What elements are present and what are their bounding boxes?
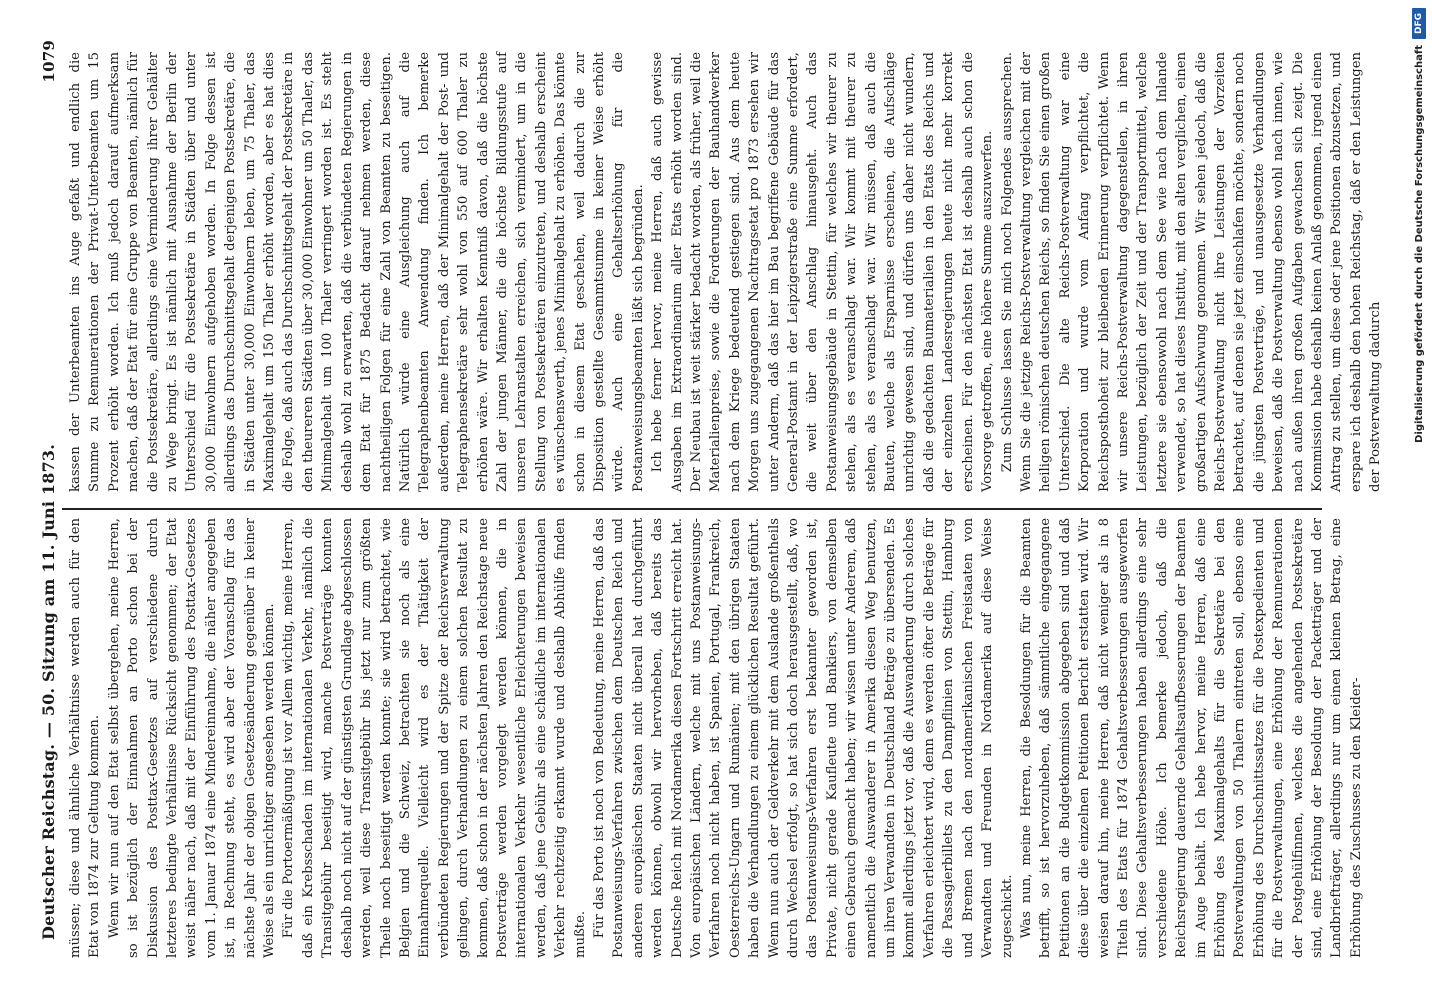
page-header	[32, 40, 58, 940]
paragraph: Wenn wir nun auf den Etat selbst übergehen, meine Herren, so ist bezüglich der Einnahmen an Porto schon bei der Diskussion des Posttax-Gesetzes auf verschiedene durch letzteres bedingte Verhältnisse Rücksicht genommen; der Etat weist näher nach, daß mit der Einführung des Posttax-Gesetzes vom 1. Januar 1874 eine Mindereinnahme, die näher angegeben ist, in Rechnung steht, es wird aber der Voranschlag für das nächste Jahr der obigen Gesetzesänderung gegenüber in keiner Weise als ein unrichtiger angesehen werden können.	[106, 518, 278, 958]
dfg-logo: DFG	[1412, 8, 1426, 39]
text-column-left	[66, 518, 1364, 958]
paragraph: Zum Schlusse lassen Sie mich noch Folgendes aussprechen. Wenn Sie die jetzige Reichs-Postverwaltung vergleichen mit der heiligen römischen deutschen Reichs, so finden Sie einen großen Unterschied. Die alte Reichs-Postverwaltung war eine Korporation und wurde vom Anfang verpflichtet, die Reichsposthoheit zur bleibenden Erinnerung verpflichtet. Wenn wir unsere Reichs-Postverwaltung dagegenstellen, in ihren Leistungen, bezüglich der Zeit und der Transportmittel, welche letztere sie ebensowohl nach dem See wie nach dem Inlande verwendet, so hat dieses Institut, mit den alten verglichen, einen großartigen Aufschwung genommen. Wir sehen jedoch, daß die Reichs-Postverwaltung nicht ihre Leistungen der Vorzeiten betrachtet, auf denen sie jetzt einschlafen möchte, sondern noch die jüngsten Postverträge, und unausgesetzte Verhandlungen beweisen, daß die Postverwaltung ebenso wohl nach innen, wie nach außen ihren großen Aufgaben gewachsen sich zeigt. Die Kommission habe deshalb keinen Anlaß genommen, irgend einen Antrag zu stellen, um diese oder jene Positionen abzusetzen, und erspare ich deshalb den hohen Reichstag, daß er den Leistungen der Postverwaltung dadurch	[999, 52, 1384, 492]
paragraph: Für die Portoermäßigung ist vor Allem wichtig, meine Herren, daß ein Krebsschaden im internationalen Verkehr, nämlich die Transitgebühr beseitigt wird, manche Postverträge konnten deshalb noch nicht auf der günstigsten Grundlage abgeschlossen werden, weil diese Transitgebühr bis jetzt nur zum größten Theile noch beseitigt werden konnte; sie wird betrachtet, wie Belgien und die Schweiz, betrachten sie noch als eine Einnahmequelle. Vielleicht wird es der Thätigkeit der verbündeten Regierungen und der Spitze der Reichsverwaltung gelingen, durch Verhandlungen zu einem solchen Resultat zu kommen, daß schon in der nächsten Jahren den Reichstage neue Postverträge werden vorgelegt werden können, die in internationalen Verkehr wesentliche Erleichterungen beweisen werden, daß jene Gebühr als eine schädliche im internationalen Verkehr rechtzeitig erkannt wurde und deshalb Abhülfe finden mußte.	[281, 518, 588, 958]
credit-text: Digitalisierung gefördert durch die Deutsche Forschungsgemeinschaft	[1413, 45, 1425, 443]
paragraph: müssen; diese und ähnliche Verhältnisse werden auch für den Etat von 1874 zur Geltung kommen.	[68, 518, 103, 958]
paragraph: kassen der Unterbeamten ins Auge gefaßt und endlich die Summe zu Remunerationen der Privat-Unterbeamten um 15 Prozent erhöht worden. Ich muß jedoch darauf aufmerksam machen, daß der Etat für eine Gruppe von Beamten, nämlich für die Postsekretäre, allerdings eine Verminderung ihrer Gehälter zu Wege bringt. Es ist nämlich mit Ausnahme der Berlin der Unterschied für die Postsekretäre in Städten über und unter 30,000 Einwohnern aufgehoben worden. In Folge dessen ist allerdings das Durchschnittsgehalt derjenigen Postsekretäre, die in Städten unter 30,000 Einwohnern leben, um 75 Thaler, das Maximalgehalt um 150 Thaler erhöht worden, aber es hat dies die Folge, daß auch das Durchschnittsgehalt der Postsekretäre in den theureren Städten über 30,000 Einwohner um 50 Thaler, das Minimalgehalt um 100 Thaler verringert worden ist. Es steht deshalb wohl zu erwarten, daß die verbündeten Regierungen in dem Etat für 1875 Bedacht darauf nehmen werden, diese nachtheiligen Folgen für eine Zahl von Beamten zu beseitigen. Natürlich würde eine Ausgleichung auch auf die Telegraphenbeamten Anwendung finden. Ich bemerke außerdem, meine Herren, daß der Minimalgehalt der Post- und Telegraphensekretäre sehr wohl von 550 auf 600 Thaler zu erhöhen wäre. Wir erhalten Kenntniß davon, daß die höchste Zahl der jungen Männer, die die höchste Bildungsstufe auf unseren Lehranstalten erreichen, sich vermindert, um in die Stellung von Postsekretären einzutreten, und deshalb erscheint es wünschenswerth, jenes Minimalgehalt zu erhöhen. Das könnte schon in diesem Etat geschehen, weil dadurch die zur Disposition gestellte Gesammtsumme in keiner Weise erhöht würde. Auch eine Gehaltserhöhung für die Postanweisungsbeamten läßt sich begründen.	[68, 52, 646, 492]
paragraph: Was nun, meine Herren, die Besoldungen für die Beamten betrifft, so ist hervorzuheben, daß sämmtliche eingegangene Petitionen an die Budgetkommission abgegeben sind und daß diese über die einzelnen Petitionen Bericht erstatten wird. Wir weisen darauf hin, meine Herren, daß nicht weniger als in 8 Titeln des Etats für 1874 Gehaltsverbesserungen ausgeworfen sind. Diese Gehaltsverbesserungen haben allerdings eine sehr verschiedene Höhe. Ich bemerke jedoch, daß die Reichsregierung dauernde Gehaltsaufbesserungen der Beamten im Auge behält. Ich hebe hervor, meine Herren, daß eine Erhöhung des Maximalgehalts für die Sekretäre bei den Postverwaltungen von 50 Thalern eintreten soll, ebenso eine Erhöhung des Durchschnittssatzes für die Postexpedienten und für die Postverwaltungen, eine Erhöhung der Remunerationen der Postgehülfinnen, welches die angehenden Postsekretäre sind, eine Erhöhung der Besoldung der Packetträger und der Landbriefträger, allerdings nur um einen kleinen Betrag, eine Erhöhung des Zuschusses zu den Kleider-	[1018, 518, 1364, 958]
page-number: 1079	[40, 40, 58, 83]
column-divider	[62, 508, 1322, 510]
paragraph: Ich hebe ferner hervor, meine Herren, daß auch gewisse Ausgaben im Extraordinarium aller Etats erhöht worden sind. Der Neubau ist weit stärker bedacht worden, als früher, weil die Materialienpreise, sowie die Forderungen der Bauhandwerker nach dem Kriege bedeutend gestiegen sind. Aus dem heute Morgen uns zugegangenen Nachtragsetat pro 1873 ersehen wir unter Anderm, daß das hier im Bau begriffene Gebäude für das General-Postamt in der Leipzigerstraße eine Summe erfordert, die weit über den Anschlag hinausgeht. Auch das Postanweisungsgebäude in Stettin, für welches wir theurer zu stehen, als es veranschlagt war. Wir kommt mit theurer zu stehen, als es veranschlagt war. Wir müssen, daß auch die Bauten, welche als Ersparnisse erscheinen, die Aufschläge unrichtig gewesen sind, und dürfen uns daher nicht wundern, daß die gedachten Baumaterialien in den Etats des Reichs und der einzelnen Landesregierungen heute nicht mehr korrekt erscheinen. Für den nächsten Etat ist deshalb auch schon die Vorsorge getroffen, eine höhere Summe auszuwerfen.	[650, 52, 996, 492]
text-column-right	[66, 52, 1384, 492]
digitization-credit	[1406, 0, 1432, 1000]
paragraph: Für das Porto ist noch von Bedeutung, meine Herren, daß das Postanweisungs-Verfahren zwischen dem Deutschen Reich und anderen europäischen Staaten nicht überall hat durchgeführt werden können, obwohl wir hervorheben, daß bereits das Deutsche Reich mit Nordamerika diesen Fortschritt erreicht hat. Von europäischen Ländern, welche mit uns Postanweisungs-Verfahren noch nicht haben, ist Spanien, Portugal, Frankreich, Oesterreichs-Ungarn und Rumänien; mit den übrigen Staaten haben die Verhandlungen zu einem glücklichen Resultat geführt. Wenn nun auch der Geldverkehr mit dem Auslande großentheils durch Wechsel erfolgt, so hat sich doch herausgestellt, daß, wo das Postanweisungs-Verfahren erst bekannter geworden ist, Private, nicht gerade Kaufleute und Bankiers, von demselben einen Gebrauch gemacht haben; wir wissen unter Anderem, daß namentlich die Auswanderer in Amerika diesen Weg benutzen, um ihren Verwandten in Deutschland Beträge zu übersenden. Es kommt allerdings jetzt vor, daß die Auswanderung durch solches Verfahren erleichtert wird, denn es werden öfter die Beträge für die Passagierbillets zu den Dampflinien von Stettin, Hamburg und Bremen nach den nordamerikanischen Freistaaten von Verwandten und Freunden in Nordamerika auf diese Weise zugeschickt.	[591, 518, 1015, 958]
running-title: Deutscher Reichstag. — 50. Sitzung am 11. Juni 1873.	[39, 443, 58, 940]
